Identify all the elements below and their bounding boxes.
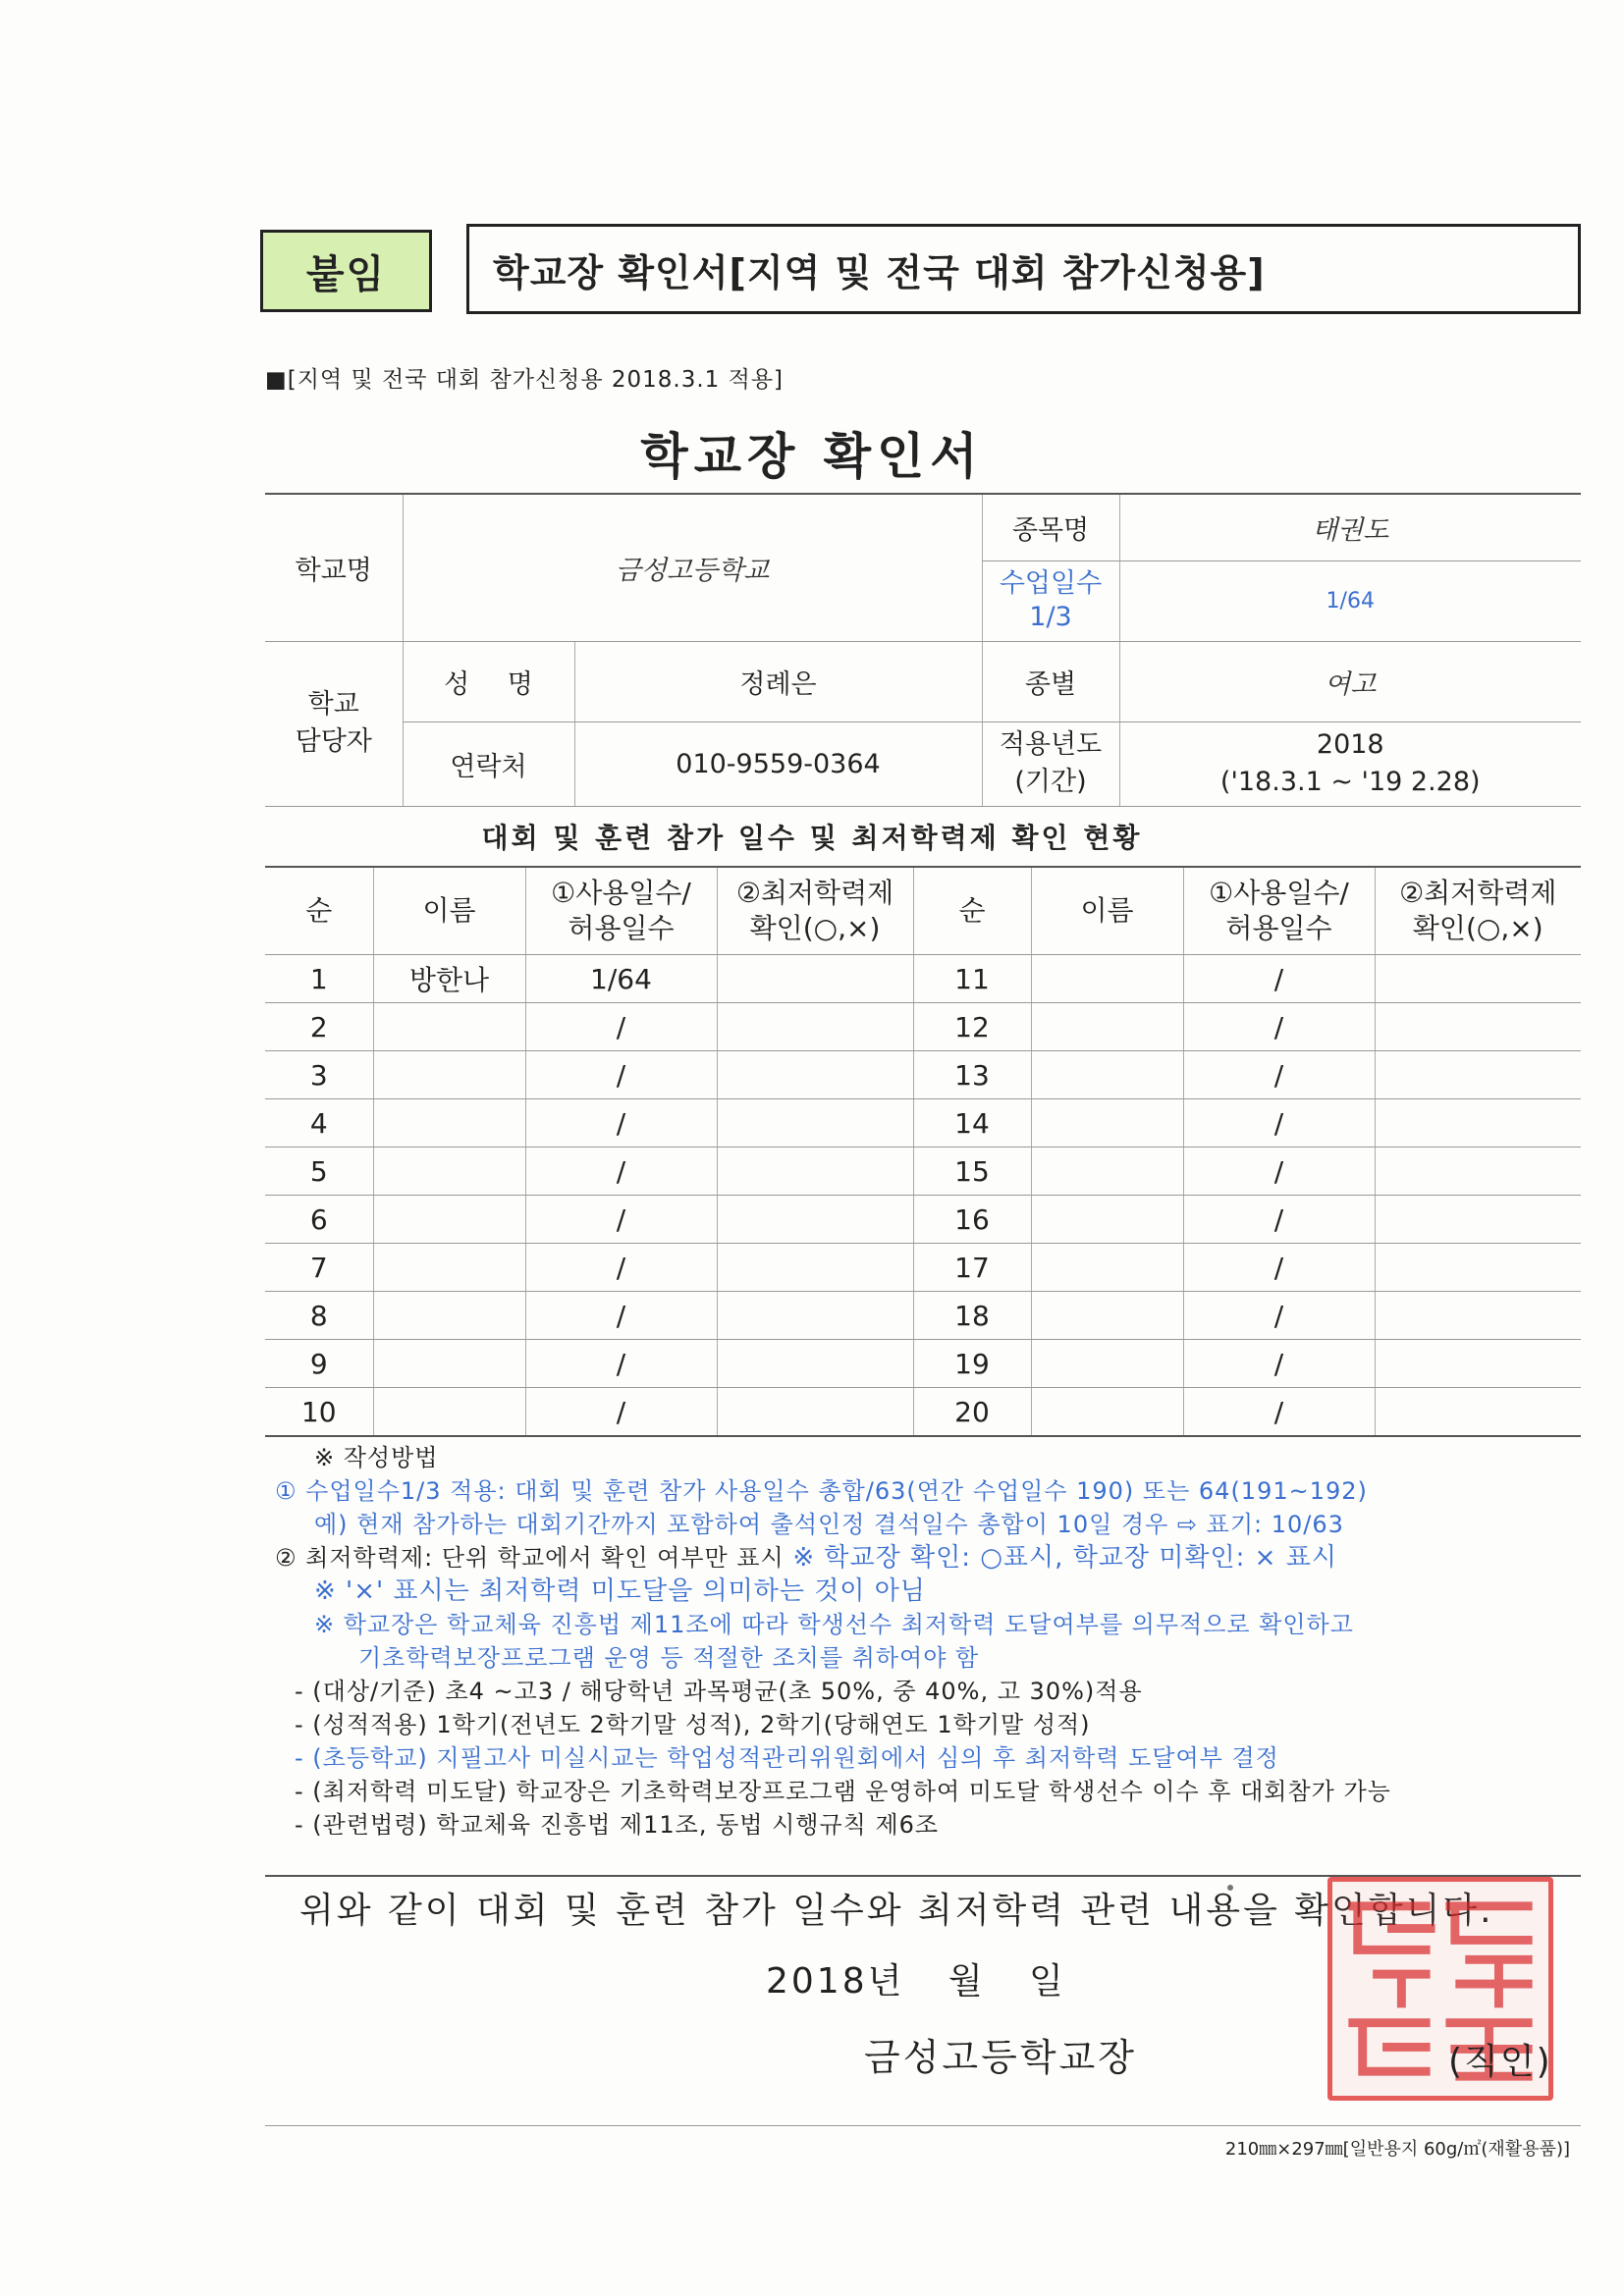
scan-speck: [1227, 1885, 1233, 1891]
note-line-3a: ② 최저학력제: 단위 학교에서 확인 여부만 표시: [275, 1544, 785, 1572]
school-manager-label: [265, 641, 403, 806]
header-title: 학교장 확인서[지역 및 전국 대회 참가신청용]: [466, 224, 1581, 314]
sport-value: 태권도: [1119, 494, 1581, 561]
row-no-right: 11: [913, 955, 1031, 1003]
class-days-label-line1: 수업일수: [999, 568, 1103, 599]
row-check-right: [1375, 1099, 1581, 1148]
row-name: [373, 1099, 525, 1148]
note-line-4: ※ '×' 표시는 최저학력 미도달을 의미하는 것이 아님: [314, 1576, 926, 1606]
sport-label: 종목명: [982, 494, 1119, 561]
row-check: [717, 1244, 913, 1292]
note-line-7: - (대상/기준) 초4 ~고3 / 해당학년 과목평균(초 50%, 중 40%, 고 30%)적용: [295, 1678, 1143, 1705]
bottom-divider: [265, 2125, 1581, 2126]
school-manager-label-line2: 담당자: [295, 726, 372, 757]
row-no-right: 17: [913, 1244, 1031, 1292]
header-days-line2: 허용일수: [568, 912, 675, 944]
row-no: 7: [265, 1244, 373, 1292]
class-days-label: [982, 561, 1119, 641]
signer-title: 금성고등학교장: [864, 2036, 1137, 2079]
row-name-right: [1031, 1244, 1183, 1292]
row-no-right: 13: [913, 1051, 1031, 1099]
row-no-right: 19: [913, 1340, 1031, 1388]
row-check-right: [1375, 1003, 1581, 1051]
applicability-note: ■[지역 및 전국 대회 참가신청용 2018.3.1 적용]: [265, 367, 785, 393]
table-row: [265, 1148, 1581, 1196]
row-name-right: [1031, 1099, 1183, 1148]
row-days: 1/64: [525, 955, 717, 1003]
row-check: [717, 1003, 913, 1051]
row-check: [717, 1099, 913, 1148]
date-line: 2018년 월 일: [766, 1961, 1066, 2002]
header-min-right-line1: ②최저학력제: [1399, 877, 1557, 909]
row-no: 4: [265, 1099, 373, 1148]
row-name: [373, 1292, 525, 1340]
notes-heading: ※ 작성방법: [314, 1444, 439, 1471]
row-no: 10: [265, 1388, 373, 1437]
row-days-right: /: [1183, 955, 1375, 1003]
table-row: [265, 1388, 1581, 1437]
header-no: 순: [265, 867, 373, 955]
row-name-right: [1031, 1148, 1183, 1196]
row-name-right: [1031, 1292, 1183, 1340]
year-value-line1: 2018: [1316, 729, 1384, 760]
row-days-right: /: [1183, 1388, 1375, 1437]
row-name: [373, 1148, 525, 1196]
row-days-right: /: [1183, 1003, 1375, 1051]
note-line-1: ① 수업일수1/3 적용: 대회 및 훈련 참가 사용일수 총합/63(연간 수업일수 190) 또는 64(191~192): [275, 1477, 1368, 1505]
name-label: 성 명: [403, 641, 574, 721]
header-min-line2: 확인(○,×): [749, 912, 881, 944]
row-days: /: [525, 1244, 717, 1292]
row-no-right: 18: [913, 1292, 1031, 1340]
year-value-line2: ('18.3.1 ~ '19 2.28): [1219, 767, 1481, 797]
row-no-right: 16: [913, 1196, 1031, 1244]
header-days: [525, 867, 717, 955]
row-check-right: [1375, 1388, 1581, 1437]
row-check: [717, 1196, 913, 1244]
header-min-achievement-right: [1375, 867, 1581, 955]
header-row: [260, 224, 1581, 314]
row-days: /: [525, 1148, 717, 1196]
row-name-right: [1031, 1388, 1183, 1437]
table-row: [265, 1099, 1581, 1148]
row-name-right: [1031, 1196, 1183, 1244]
row-name: [373, 1340, 525, 1388]
participation-table: [265, 866, 1581, 1437]
row-no: 1: [265, 955, 373, 1003]
writing-instructions: [275, 1441, 1591, 1842]
row-check-right: [1375, 955, 1581, 1003]
row-name: [373, 1051, 525, 1099]
row-check-right: [1375, 1292, 1581, 1340]
note-line-11: - (관련법령) 학교체육 진흥법 제11조, 동법 시행규칙 제6조: [295, 1811, 940, 1839]
year-label-line2: (기간): [1014, 767, 1087, 797]
row-no: 6: [265, 1196, 373, 1244]
row-check-right: [1375, 1340, 1581, 1388]
row-no: 8: [265, 1292, 373, 1340]
row-days: /: [525, 1340, 717, 1388]
school-name-value: 금성고등학교: [403, 494, 982, 641]
row-name: 방한나: [373, 955, 525, 1003]
row-days: /: [525, 1292, 717, 1340]
row-check-right: [1375, 1196, 1581, 1244]
class-days-label-line2: 1/3: [1029, 602, 1072, 632]
row-no-right: 20: [913, 1388, 1031, 1437]
header-days-right-line2: 허용일수: [1225, 912, 1332, 944]
table-row: [265, 1051, 1581, 1099]
note-line-8: - (성적적용) 1학기(전년도 2학기말 성적), 2학기(당해연도 1학기말 성적): [295, 1711, 1091, 1738]
table-row: [265, 1196, 1581, 1244]
year-label-line1: 적용년도: [999, 729, 1103, 760]
row-name: [373, 1003, 525, 1051]
note-line-2: 예) 현재 참가하는 대회기간까지 포함하여 출석인정 결석일수 총합이 10일 경우 ⇨ 표기: 10/63: [314, 1511, 1344, 1538]
seal-mark-text: (직인): [1448, 2042, 1552, 2082]
name-value: 정례은: [574, 641, 982, 721]
school-info-table: [265, 493, 1581, 807]
row-days-right: /: [1183, 1196, 1375, 1244]
class-days-value: 1/64: [1119, 561, 1581, 641]
row-name: [373, 1196, 525, 1244]
row-check-right: [1375, 1148, 1581, 1196]
header-min-achievement: [717, 867, 913, 955]
header-name-right: 이름: [1031, 867, 1183, 955]
row-check: [717, 955, 913, 1003]
row-name-right: [1031, 1003, 1183, 1051]
row-no: 3: [265, 1051, 373, 1099]
note-line-6: 기초학력보장프로그램 운영 등 적절한 조치를 취하여야 함: [358, 1644, 980, 1672]
note-line-5: ※ 학교장은 학교체육 진흥법 제11조에 따라 학생선수 최저학력 도달여부를 의무적으로 확인하고: [314, 1611, 1354, 1638]
document-title: 학교장 확인서: [640, 428, 984, 485]
row-check: [717, 1388, 913, 1437]
row-name: [373, 1388, 525, 1437]
row-days-right: /: [1183, 1051, 1375, 1099]
participation-rows: [265, 955, 1581, 1437]
header-min-right-line2: 확인(○,×): [1412, 912, 1543, 944]
header-days-line1: ①사용일수/: [551, 877, 691, 909]
table-row: [265, 955, 1581, 1003]
row-no-right: 12: [913, 1003, 1031, 1051]
row-days-right: /: [1183, 1099, 1375, 1148]
row-check: [717, 1340, 913, 1388]
school-name-label: 학교명: [265, 494, 403, 641]
row-name: [373, 1244, 525, 1292]
contact-label: 연락처: [403, 721, 574, 806]
kind-value: 여고: [1119, 641, 1581, 721]
row-days-right: /: [1183, 1292, 1375, 1340]
school-manager-label-line1: 학교: [307, 689, 359, 720]
note-line-9: - (초등학교) 지필고사 미실시교는 학업성적관리위원회에서 심의 후 최저학력 도달여부 결정: [295, 1744, 1279, 1772]
row-no: 5: [265, 1148, 373, 1196]
kind-label: 종별: [982, 641, 1119, 721]
row-days: /: [525, 1099, 717, 1148]
row-days: /: [525, 1196, 717, 1244]
row-check-right: [1375, 1244, 1581, 1292]
status-title: 대회 및 훈련 참가 일수 및 최저학력제 확인 현황: [481, 822, 1143, 854]
row-no-right: 14: [913, 1099, 1031, 1148]
header-min-line1: ②최저학력제: [735, 877, 894, 909]
attachment-label: 붙임: [260, 230, 432, 312]
table-row: [265, 1244, 1581, 1292]
row-check: [717, 1292, 913, 1340]
row-no: 9: [265, 1340, 373, 1388]
row-no: 2: [265, 1003, 373, 1051]
row-days: /: [525, 1388, 717, 1437]
header-name: 이름: [373, 867, 525, 955]
row-days: /: [525, 1003, 717, 1051]
header-days-right-line1: ①사용일수/: [1209, 877, 1349, 909]
header-days-right: [1183, 867, 1375, 955]
row-check: [717, 1148, 913, 1196]
row-days-right: /: [1183, 1148, 1375, 1196]
contact-value: 010-9559-0364: [574, 721, 982, 806]
note-line-3: [275, 1541, 1591, 1575]
row-days-right: /: [1183, 1340, 1375, 1388]
row-check: [717, 1051, 913, 1099]
row-days-right: /: [1183, 1244, 1375, 1292]
row-name-right: [1031, 955, 1183, 1003]
table-row: [265, 1003, 1581, 1051]
note-line-3b: ※ 학교장 확인: ○표시, 학교장 미확인: × 표시: [792, 1543, 1337, 1573]
note-line-10: - (최저학력 미도달) 학교장은 기초학력보장프로그램 운영하여 미도달 학생선수 이수 후 대회참가 가능: [295, 1778, 1391, 1805]
row-no-right: 15: [913, 1148, 1031, 1196]
table-row: [265, 1292, 1581, 1340]
confirmation-statement: 위와 같이 대회 및 훈련 참가 일수와 최저학력 관련 내용을 확인합니다.: [299, 1891, 1494, 1931]
row-name-right: [1031, 1051, 1183, 1099]
header-no-right: 순: [913, 867, 1031, 955]
year-value: [1119, 721, 1581, 806]
paper-spec: 210㎜×297㎜[일반용지 60g/㎡(재활용품)]: [1224, 2139, 1570, 2160]
year-label: [982, 721, 1119, 806]
row-check-right: [1375, 1051, 1581, 1099]
row-days: /: [525, 1051, 717, 1099]
row-name-right: [1031, 1340, 1183, 1388]
table-row: [265, 1340, 1581, 1388]
